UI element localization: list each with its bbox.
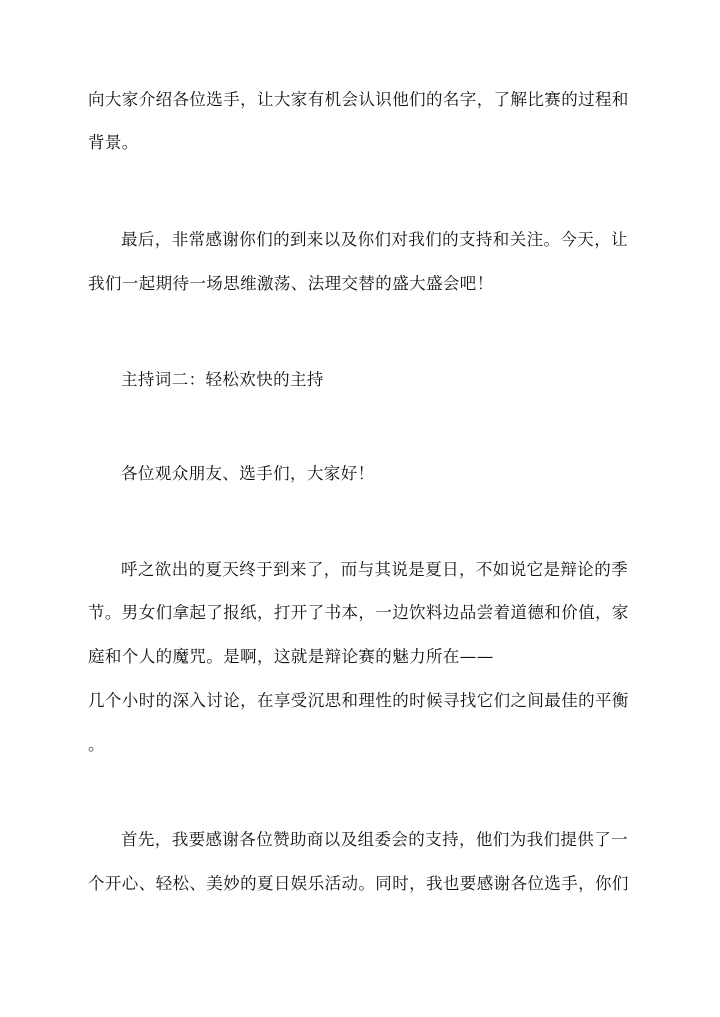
text-line: 。 xyxy=(88,735,105,754)
text-line: 几个小时的深入讨论，在享受沉思和理性的时候寻找它们之间最佳的平衡 xyxy=(88,691,629,710)
text-line: 向大家介绍各位选手，让大家有机会认识他们的名字，了解比赛的过程和 xyxy=(88,90,629,109)
text-line: 各位观众朋友、选手们，大家好！ xyxy=(121,464,375,483)
section-heading: 主持词二：轻松欢快的主持 xyxy=(121,370,324,389)
text-line: 首先，我要感谢各位赞助商以及组委会的支持，他们为我们提供了一 xyxy=(121,830,628,849)
text-line: 我们一起期待一场思维激荡、法理交替的盛大盛会吧！ xyxy=(88,274,494,293)
text-line: 节。男女们拿起了报纸，打开了书本，一边饮料边品尝着道德和价值，家 xyxy=(88,603,629,622)
text-line: 最后，非常感谢你们的到来以及你们对我们的支持和关注。今天，让 xyxy=(121,230,628,249)
text-line: 呼之欲出的夏天终于到来了，而与其说是夏日，不如说它是辩论的季 xyxy=(121,560,628,579)
text-line: 背景。 xyxy=(88,133,139,152)
text-line: 个开心、轻松、美妙的夏日娱乐活动。同时，我也要感谢各位选手，你们 xyxy=(88,874,629,893)
text-line: 庭和个人的魔咒。是啊，这就是辩论赛的魅力所在—— xyxy=(88,647,494,666)
